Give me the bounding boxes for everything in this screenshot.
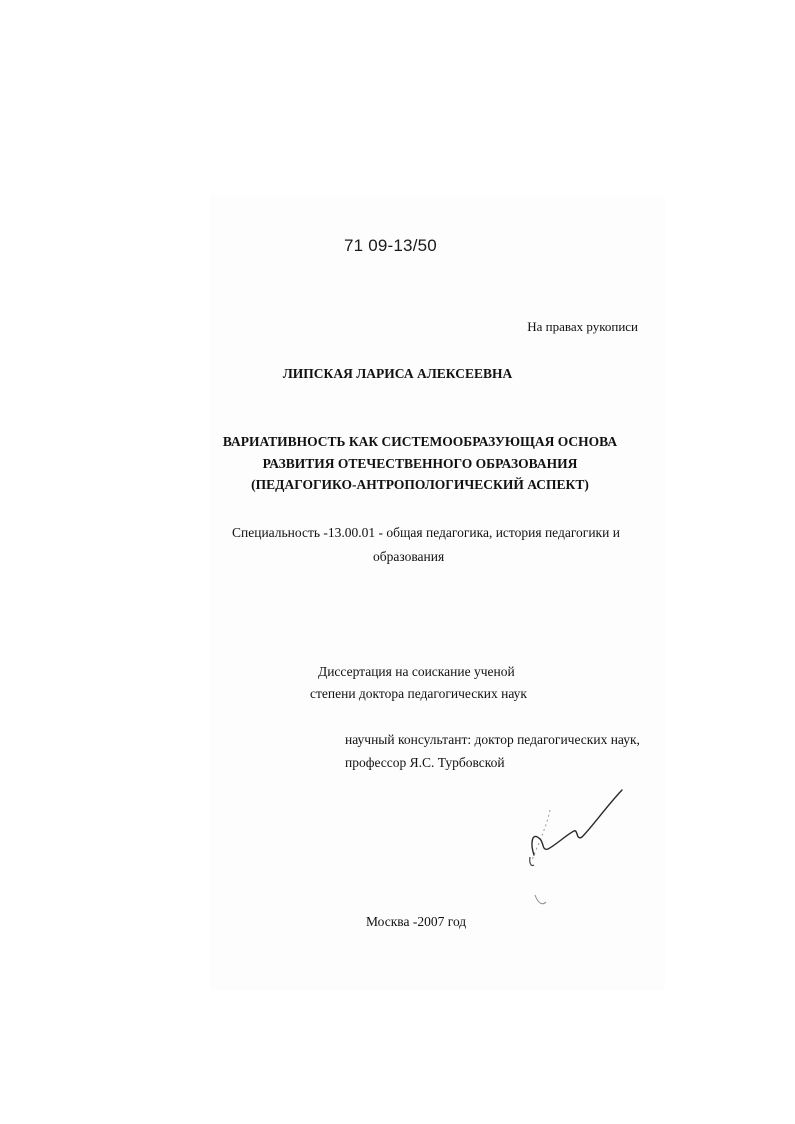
- title-line-2: РАЗВИТИЯ ОТЕЧЕСТВЕННОГО ОБРАЗОВАНИЯ: [262, 455, 578, 471]
- author-name: ЛИПСКАЯ ЛАРИСА АЛЕКСЕЕВНА: [282, 366, 513, 381]
- consultant-line-2: профессор Я.С. Турбовской: [345, 755, 505, 770]
- consultant-line-1: научный консультант: доктор педагогических наук,: [345, 732, 640, 747]
- dissertation-line-1: Диссертация на соискание ученой: [318, 664, 515, 679]
- handwritten-signature-icon: [520, 785, 630, 915]
- specialty-line-1: Специальность -13.00.01 - общая педагогика, история педагогики и: [232, 525, 620, 540]
- city-year: Москва -2007 год: [366, 914, 467, 929]
- manuscript-rights: На правах рукописи: [527, 319, 638, 334]
- specialty-line-2: образования: [373, 549, 445, 564]
- title-line-3: (ПЕДАГОГИКО-АНТРОПОЛОГИЧЕСКИЙ АСПЕКТ): [251, 477, 589, 492]
- dissertation-line-2: степени доктора педагогических наук: [310, 686, 527, 701]
- title-line-1: ВАРИАТИВНОСТЬ КАК СИСТЕМООБРАЗУЮЩАЯ ОСНОВА: [222, 434, 618, 449]
- dissertation-title: [0, 431, 795, 496]
- catalog-number: 71 09-13/50: [344, 236, 437, 255]
